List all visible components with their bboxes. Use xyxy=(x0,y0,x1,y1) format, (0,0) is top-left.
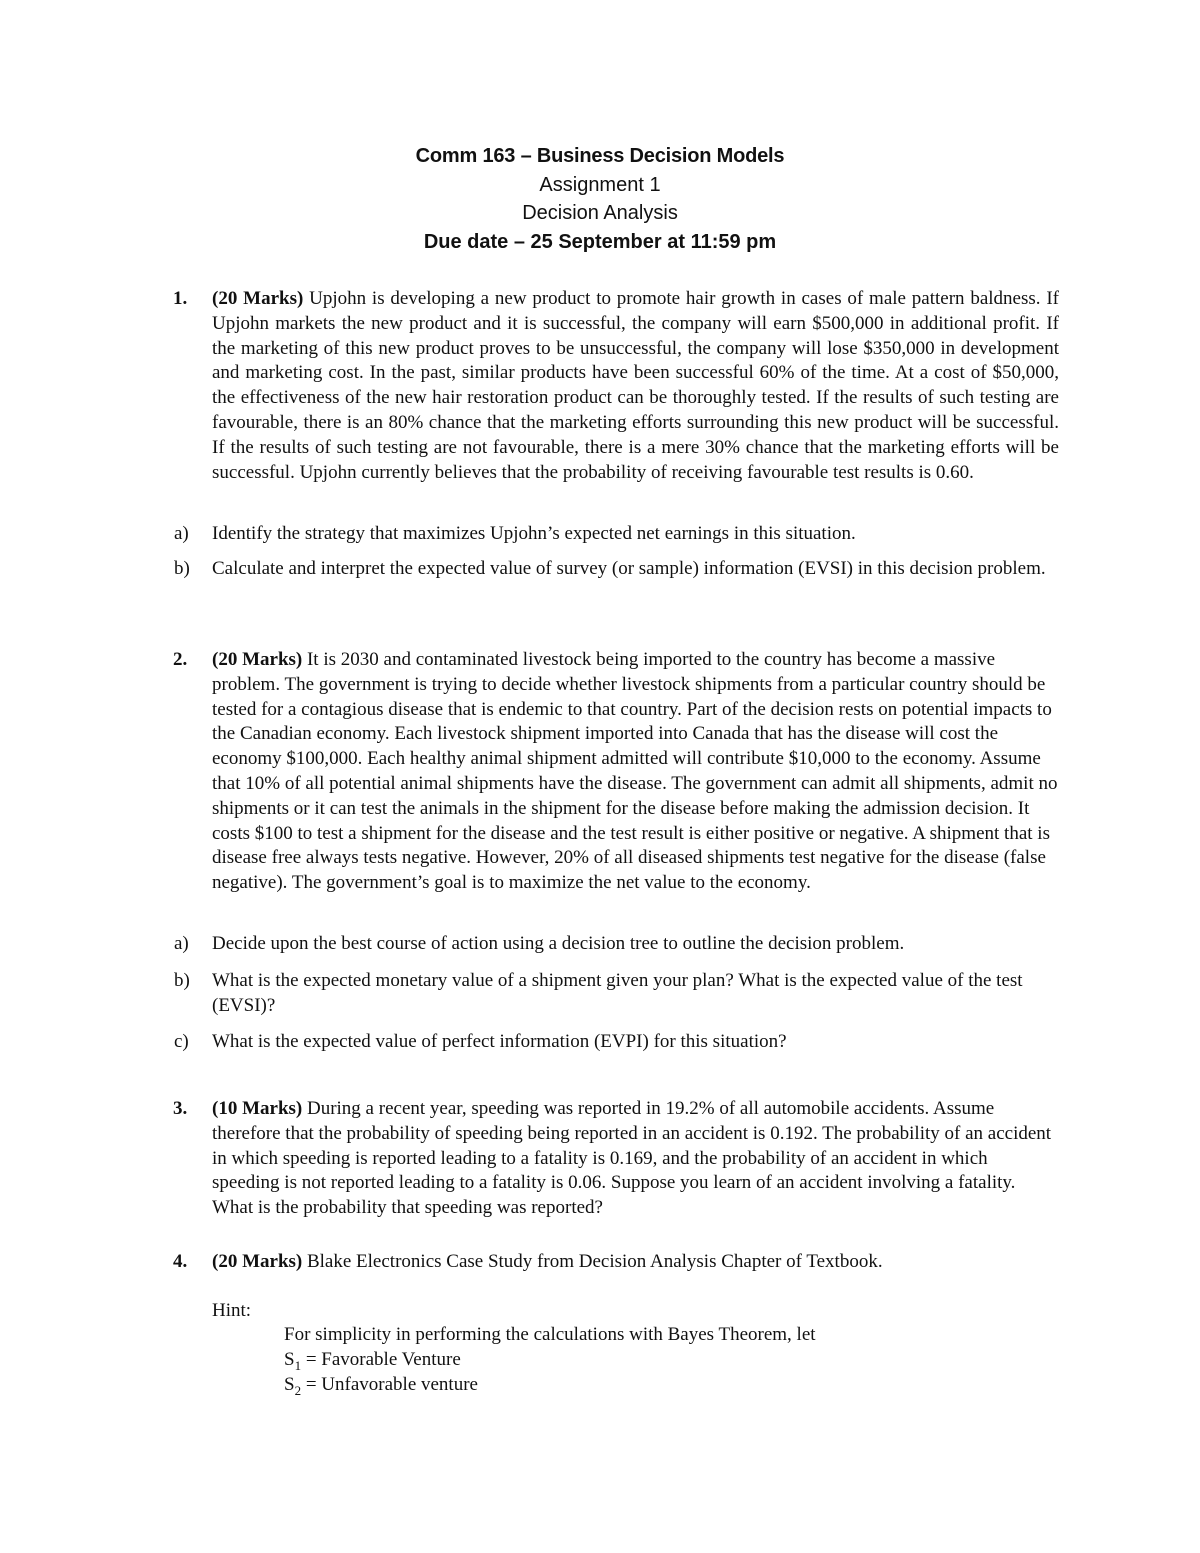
part-text: Identify the strategy that maximizes Upjohn’s expected net earnings in this situation. xyxy=(212,523,856,544)
part-letter: c) xyxy=(174,1031,189,1052)
question-marks: (10 Marks) xyxy=(212,1098,303,1119)
question-2-part-b xyxy=(174,969,1054,1019)
question-body: Upjohn is developing a new product to promote hair growth in cases of male pattern baldness. If Upjohn markets the new product and it is successful, the company will earn $500,000 in additional profit. If the marketing of this new product proves to be unsuccessful, the company will lose $350,000 in development and marketing cost. In the past, similar products have been successful 60% of the time. At a cost of $50,000, the effectiveness of the new hair restoration product can be thoroughly tested. If the results of such testing are favourable, there is an 80% chance that the marketing efforts surrounding this new product will be successful. If the results of such testing are not favourable, there is a mere 30% chance that the marketing efforts will be successful. Upjohn currently believes that the probability of receiving favourable test results is 0.60. xyxy=(212,288,1059,483)
document-header xyxy=(0,142,1200,256)
part-text: What is the expected monetary value of a shipment given your plan? What is the expected value of the test (EVSI)? xyxy=(212,970,1023,1016)
part-letter: b) xyxy=(174,970,190,991)
question-body: It is 2030 and contaminated livestock being imported to the country has become a massive problem. The government is trying to decide whether livestock shipments from a particular country should be tested for a contagious disease that is endemic to that country. Part of the decision rests on potential impacts to the Canadian economy. Each livestock shipment imported into Canada that has the disease will cost the economy $100,000. Each healthy animal shipment admitted will contribute $10,000 to the economy. Assume that 10% of all potential animal shipments have the disease. The government can admit all shipments, admit no shipments or it can test the animals in the shipment for the disease before making the admission decision. It costs $100 to test a shipment for the disease and the test result is either positive or negative. A shipment that is disease free always tests negative. However, 20% of all diseased shipments test negative for the disease (false negative). The government’s goal is to maximize the net value to the economy. xyxy=(212,649,1058,894)
s1-subscript: 1 xyxy=(294,1357,302,1373)
question-3 xyxy=(173,1097,1059,1221)
question-marks: (20 Marks) xyxy=(212,649,303,670)
question-4 xyxy=(173,1250,1059,1275)
question-2 xyxy=(173,648,1059,896)
s2-definition: = Unfavorable venture xyxy=(301,1374,478,1395)
s1-variable: S xyxy=(284,1349,295,1370)
question-2-part-c xyxy=(174,1030,1054,1055)
part-letter: a) xyxy=(174,933,189,954)
hint-intro: For simplicity in performing the calculations with Bayes Theorem, let xyxy=(284,1324,816,1345)
hint-s1 xyxy=(284,1348,461,1373)
due-date: Due date – 25 September at 11:59 pm xyxy=(423,230,777,253)
question-marks: (20 Marks) xyxy=(212,288,304,309)
question-text xyxy=(212,1250,1059,1275)
question-body: Blake Electronics Case Study from Decision Analysis Chapter of Textbook. xyxy=(302,1251,883,1272)
hint-label: Hint: xyxy=(212,1300,252,1321)
question-text xyxy=(212,287,1059,485)
part-text: What is the expected value of perfect information (EVPI) for this situation? xyxy=(212,1031,787,1052)
question-marks: (20 Marks) xyxy=(212,1251,303,1272)
question-text xyxy=(212,648,1059,896)
question-body: During a recent year, speeding was reported in 19.2% of all automobile accidents. Assume therefore that the probability of speeding being reported in an accident is 0.192. The probability of an accident in which speeding is reported leading to a fatality is 0.169, and the probability of an accident in which speeding is not reported leading to a fatality is 0.06. Suppose you learn of an accident involving a fatality. What is the probability that speeding was reported? xyxy=(212,1098,1052,1219)
question-2-part-a xyxy=(174,932,1054,957)
question-number: 3. xyxy=(173,1098,188,1119)
assignment-title: Assignment 1 xyxy=(539,173,661,196)
question-text xyxy=(212,1097,1059,1221)
s1-definition: = Favorable Venture xyxy=(301,1349,461,1370)
part-letter: a) xyxy=(174,523,189,544)
question-number: 4. xyxy=(173,1251,188,1272)
part-letter: b) xyxy=(174,558,190,579)
topic-title: Decision Analysis xyxy=(522,202,678,224)
question-number: 1. xyxy=(173,288,188,309)
s2-subscript: 2 xyxy=(294,1382,302,1398)
question-1-part-b xyxy=(174,557,1054,582)
part-text: Decide upon the best course of action using a decision tree to outline the decision problem. xyxy=(212,933,905,954)
question-1 xyxy=(173,287,1059,485)
course-title: Comm 163 – Business Decision Models xyxy=(415,145,785,167)
s2-variable: S xyxy=(284,1374,295,1395)
hint-s2 xyxy=(284,1373,478,1398)
part-text: Calculate and interpret the expected value of survey (or sample) information (EVSI) in this decision problem. xyxy=(212,558,1046,579)
question-number: 2. xyxy=(173,649,188,670)
question-1-part-a xyxy=(174,522,1054,547)
